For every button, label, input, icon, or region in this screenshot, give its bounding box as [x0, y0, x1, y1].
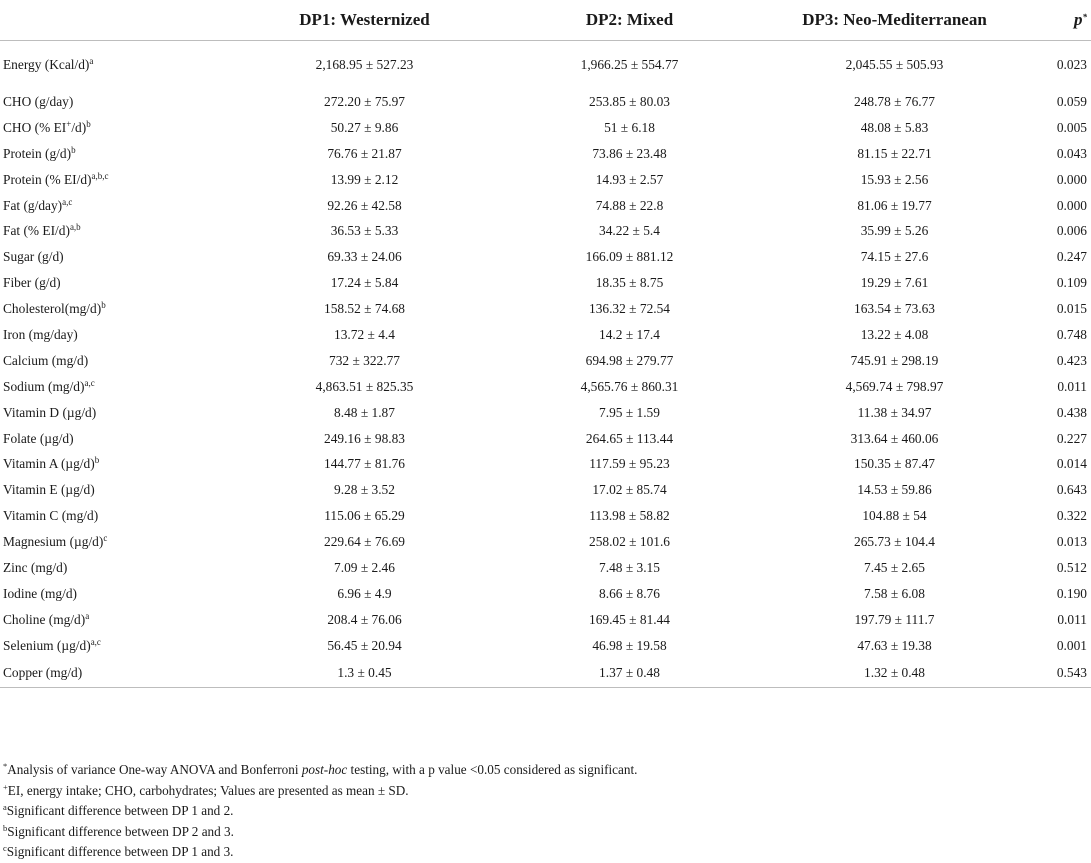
cell-dp2: 7.48 ± 3.15: [599, 559, 660, 575]
cell-dp2: 1.37 ± 0.48: [497, 659, 762, 688]
cell-dp3: 7.45 ± 2.65: [864, 559, 925, 575]
table-body: [0, 41, 1091, 688]
row-label-tail: /d): [71, 119, 87, 135]
cell-dp2: 17.02 ± 85.74: [592, 482, 667, 498]
cell-p-value: 0.059: [1056, 93, 1087, 109]
row-label: [0, 296, 232, 322]
footnote: [3, 822, 1083, 843]
row-label: [0, 348, 232, 374]
row-label: [0, 167, 232, 193]
row-label-sup: b: [94, 455, 100, 466]
table-row: [0, 348, 1091, 374]
cell-p-value: 0.001: [1056, 637, 1087, 653]
cell-dp2: 34.22 ± 5.4: [599, 223, 660, 239]
row-label-text: Iodine (mg/d): [3, 585, 78, 601]
table-row: [0, 633, 1091, 659]
footnote-text: Analysis of variance One-way ANOVA and Bonferroni: [7, 762, 302, 777]
row-label: [0, 581, 232, 607]
row-label-sup: a,c: [84, 377, 95, 388]
table-row: [0, 218, 1091, 244]
table-row: [0, 193, 1091, 219]
cell-dp2: 14.2 ± 17.4: [599, 326, 660, 342]
row-label: [0, 529, 232, 555]
cell-dp2: 694.98 ± 279.77: [585, 352, 674, 368]
row-label: [0, 41, 232, 90]
cell-dp3: 104.88 ± 54: [862, 508, 927, 524]
row-label-text: Cholesterol(mg/d): [3, 301, 102, 317]
cell-dp3: 248.78 ± 76.77: [854, 93, 935, 109]
cell-dp3: 81.15 ± 22.71: [857, 145, 932, 161]
cell-dp1: 56.45 ± 20.94: [327, 637, 402, 653]
cell-p-value: 0.643: [1056, 482, 1087, 498]
cell-dp1: 13.99 ± 2.12: [330, 171, 399, 187]
footnote-mark: *: [3, 761, 8, 771]
table-row: [0, 503, 1091, 529]
cell-p-value: 0.512: [1056, 559, 1087, 575]
cell-dp1: 144.77 ± 81.76: [324, 456, 405, 472]
table-row: [0, 451, 1091, 477]
cell-dp1: 92.26 ± 42.58: [327, 197, 402, 213]
table-row: [0, 141, 1091, 167]
cell-p-value: 0.543: [1027, 659, 1091, 688]
row-label-sup: c: [103, 533, 108, 544]
table-row: [0, 115, 1091, 141]
header-dp1: DP1: Westernized: [232, 0, 497, 41]
footnote-text: Significant difference between DP 1 and 2.: [6, 803, 234, 818]
cell-p-value: 0.227: [1056, 430, 1087, 446]
footnote-italic-text: post-hoc: [301, 762, 348, 777]
row-label-text: Fat (g/day): [3, 197, 63, 213]
cell-p-value: 0.322: [1056, 508, 1087, 524]
cell-dp1: 17.24 ± 5.84: [330, 275, 399, 291]
cell-dp1: 69.33 ± 24.06: [327, 249, 402, 265]
cell-dp3: 150.35 ± 87.47: [854, 456, 935, 472]
row-label: [0, 322, 232, 348]
header-p-value: [1027, 0, 1091, 41]
header-p-text: p: [1074, 10, 1083, 29]
cell-dp1: 36.53 ± 5.33: [330, 223, 399, 239]
cell-dp3: 13.22 ± 4.08: [860, 326, 929, 342]
row-label: [0, 555, 232, 581]
row-label: [0, 374, 232, 400]
cell-dp2: 4,565.76 ± 860.31: [580, 378, 679, 394]
cell-dp2: 169.45 ± 81.44: [589, 611, 670, 627]
cell-dp2: 253.85 ± 80.03: [589, 93, 670, 109]
row-label: [0, 426, 232, 452]
cell-p-value: 0.013: [1056, 534, 1087, 550]
row-label-text: Vitamin E (µg/d): [3, 482, 95, 498]
table-row: [0, 529, 1091, 555]
footnote: [3, 760, 1083, 781]
row-label-text: Fiber (g/d): [3, 275, 61, 291]
cell-dp2: 166.09 ± 881.12: [585, 249, 674, 265]
table-row: [0, 244, 1091, 270]
table-row: [0, 659, 1091, 688]
row-label-sup: b: [101, 300, 106, 311]
table-row: [0, 41, 1091, 90]
cell-dp3: 74.15 ± 27.6: [860, 249, 929, 265]
row-label: [0, 141, 232, 167]
table-row: [0, 322, 1091, 348]
cell-p-value: 0.000: [1056, 197, 1087, 213]
cell-dp3: 48.08 ± 5.83: [860, 119, 929, 135]
table-row: [0, 581, 1091, 607]
cell-p-value: 0.190: [1056, 585, 1087, 601]
cell-dp1: 6.96 ± 4.9: [337, 585, 392, 601]
cell-dp2: 117.59 ± 95.23: [589, 456, 670, 472]
cell-dp3: 2,045.55 ± 505.93: [845, 57, 944, 72]
cell-dp1: 1.3 ± 0.45: [232, 659, 497, 688]
footnote-text: EI, energy intake; CHO, carbohydrates; Values are presented as mean ± SD.: [7, 782, 409, 798]
row-label: [0, 451, 232, 477]
row-label-text: Protein (% EI/d): [3, 171, 92, 187]
footnote-mark: +: [3, 781, 8, 792]
header-dp2: DP2: Mixed: [497, 0, 762, 41]
cell-dp2: 1,966.25 ± 554.77: [580, 57, 679, 72]
cell-p-value: 0.006: [1056, 223, 1087, 239]
cell-p-value: 0.247: [1056, 249, 1087, 265]
row-label-sup: b: [86, 118, 91, 129]
row-label-text: Vitamin A (µg/d): [3, 456, 95, 472]
row-label-text: Energy (Kcal/d): [3, 57, 90, 72]
footnote: [3, 842, 1083, 863]
footnote-text: Significant difference between DP 2 and 3.: [7, 823, 234, 839]
table-row: [0, 607, 1091, 633]
cell-dp3: 47.63 ± 19.38: [857, 637, 932, 653]
row-label-text: Zinc (mg/d): [3, 559, 68, 575]
row-label-sup: a,b: [69, 222, 81, 233]
cell-p-value: 0.015: [1056, 301, 1087, 317]
cell-dp2: 74.88 ± 22.8: [595, 197, 664, 213]
row-label-sup: b: [71, 144, 76, 155]
row-label-text: CHO (g/day): [3, 93, 74, 109]
footnote: [3, 781, 1083, 802]
cell-dp2: 7.95 ± 1.59: [599, 404, 660, 420]
row-label-text: Iron (mg/day): [3, 326, 78, 342]
cell-dp1: 115.06 ± 65.29: [324, 508, 405, 524]
row-label: [0, 115, 232, 141]
cell-dp1: 13.72 ± 4.4: [334, 326, 395, 342]
cell-p-value: 0.438: [1056, 404, 1087, 420]
cell-dp3: 81.06 ± 19.77: [857, 197, 932, 213]
table-header-row: [0, 0, 1091, 41]
cell-dp2: 46.98 ± 19.58: [592, 637, 667, 653]
row-label-text: Magnesium (µg/d): [3, 534, 104, 550]
row-label-inner-sup: +: [66, 118, 72, 129]
cell-dp2: 8.66 ± 8.76: [599, 585, 660, 601]
cell-dp3: 197.79 ± 111.7: [854, 611, 935, 627]
row-label-text: Fat (% EI/d): [3, 223, 70, 239]
row-label: [0, 659, 232, 688]
cell-p-value: 0.014: [1056, 456, 1087, 472]
cell-dp1: 732 ± 322.77: [329, 352, 400, 368]
cell-dp3: 19.29 ± 7.61: [860, 275, 929, 291]
row-label-text: Sugar (g/d): [3, 249, 64, 265]
row-label-text: Choline (mg/d): [3, 611, 86, 627]
footnote-mark: c: [3, 843, 7, 853]
cell-dp2: 51 ± 6.18: [604, 119, 655, 135]
cell-dp1: 272.20 ± 75.97: [324, 93, 405, 109]
header-label: [0, 0, 232, 41]
row-label-sup: a,b,c: [91, 170, 109, 181]
row-label: [0, 244, 232, 270]
cell-p-value: 0.000: [1056, 171, 1087, 187]
row-label-text: Copper (mg/d): [3, 664, 83, 680]
cell-dp1: 4,863.51 ± 825.35: [315, 378, 414, 394]
cell-dp1: 8.48 ± 1.87: [334, 404, 395, 420]
header-p-sup: *: [1082, 12, 1087, 22]
cell-dp3: 313.64 ± 460.06: [850, 430, 939, 446]
row-label-sup: a: [89, 56, 94, 66]
table-row: [0, 477, 1091, 503]
cell-dp1: 249.16 ± 98.83: [324, 430, 405, 446]
cell-dp3: 265.73 ± 104.4: [854, 534, 935, 550]
cell-dp2: 264.65 ± 113.44: [585, 430, 674, 446]
cell-dp3: 745.91 ± 298.19: [850, 352, 939, 368]
row-label-text: Folate (µg/d): [3, 430, 74, 446]
row-label-text: Vitamin C (mg/d): [3, 508, 99, 524]
cell-dp2: 18.35 ± 8.75: [595, 275, 664, 291]
cell-dp1: 229.64 ± 76.69: [324, 534, 405, 550]
cell-p-value: 0.011: [1057, 378, 1087, 394]
footnote-text: Significant difference between DP 1 and 3.: [6, 844, 234, 859]
cell-p-value: 0.423: [1056, 352, 1087, 368]
row-label-text: Selenium (µg/d): [3, 637, 91, 653]
cell-dp2: 73.86 ± 23.48: [592, 145, 667, 161]
footnote-mark: a: [3, 802, 7, 812]
header-dp3: DP3: Neo-Mediterranean: [762, 0, 1027, 41]
row-label: [0, 633, 232, 659]
table-row: [0, 400, 1091, 426]
cell-p-value: 0.109: [1056, 275, 1087, 291]
cell-dp1: 7.09 ± 2.46: [334, 559, 395, 575]
cell-dp3: 11.38 ± 34.97: [857, 404, 932, 420]
footnote: [3, 801, 1083, 822]
cell-p-value: 0.748: [1056, 326, 1087, 342]
row-label: [0, 193, 232, 219]
cell-dp3: 1.32 ± 0.48: [762, 659, 1027, 688]
table-footnotes: [3, 760, 1083, 863]
cell-p-value: 0.005: [1056, 119, 1087, 135]
row-label: [0, 89, 232, 115]
footnote-mark: b: [3, 822, 8, 833]
cell-dp1: 9.28 ± 3.52: [334, 482, 395, 498]
table-row: [0, 555, 1091, 581]
table-row: [0, 270, 1091, 296]
row-label-sup: a,c: [90, 636, 101, 647]
table-row: [0, 89, 1091, 115]
row-label-text: CHO (% EI: [3, 119, 67, 135]
cell-dp1: 76.76 ± 21.87: [327, 145, 402, 161]
cell-p-value: 0.043: [1056, 145, 1087, 161]
row-label: [0, 218, 232, 244]
cell-dp3: 163.54 ± 73.63: [854, 301, 935, 317]
cell-p-value: 0.023: [1056, 57, 1087, 72]
table-row: [0, 426, 1091, 452]
table-row: [0, 296, 1091, 322]
cell-p-value: 0.011: [1057, 611, 1087, 627]
row-label-text: Protein (g/d): [3, 145, 72, 161]
cell-dp2: 113.98 ± 58.82: [589, 508, 670, 524]
footnote-tail-text: testing, with a p value <0.05 considered as significant.: [347, 762, 638, 777]
row-label: [0, 607, 232, 633]
cell-dp3: 15.93 ± 2.56: [860, 171, 929, 187]
row-label-text: Sodium (mg/d): [3, 378, 85, 394]
cell-dp2: 14.93 ± 2.57: [595, 171, 664, 187]
row-label-text: Vitamin D (µg/d): [3, 404, 97, 420]
cell-dp1: 208.4 ± 76.06: [327, 611, 402, 627]
cell-dp3: 4,569.74 ± 798.97: [845, 378, 944, 394]
row-label-sup: a,c: [62, 196, 73, 207]
cell-dp2: 258.02 ± 101.6: [589, 534, 670, 550]
row-label: [0, 400, 232, 426]
row-label: [0, 477, 232, 503]
table-row: [0, 167, 1091, 193]
cell-dp3: 7.58 ± 6.08: [864, 585, 925, 601]
row-label-sup: a: [85, 610, 90, 621]
cell-dp1: 50.27 ± 9.86: [330, 119, 399, 135]
cell-dp1: 2,168.95 ± 527.23: [315, 57, 414, 72]
row-label-text: Calcium (mg/d): [3, 352, 89, 368]
table-row: [0, 374, 1091, 400]
cell-dp3: 14.53 ± 59.86: [857, 482, 932, 498]
cell-dp3: 35.99 ± 5.26: [860, 223, 929, 239]
row-label: [0, 270, 232, 296]
row-label: [0, 503, 232, 529]
cell-dp2: 136.32 ± 72.54: [589, 301, 670, 317]
cell-dp1: 158.52 ± 74.68: [324, 301, 405, 317]
